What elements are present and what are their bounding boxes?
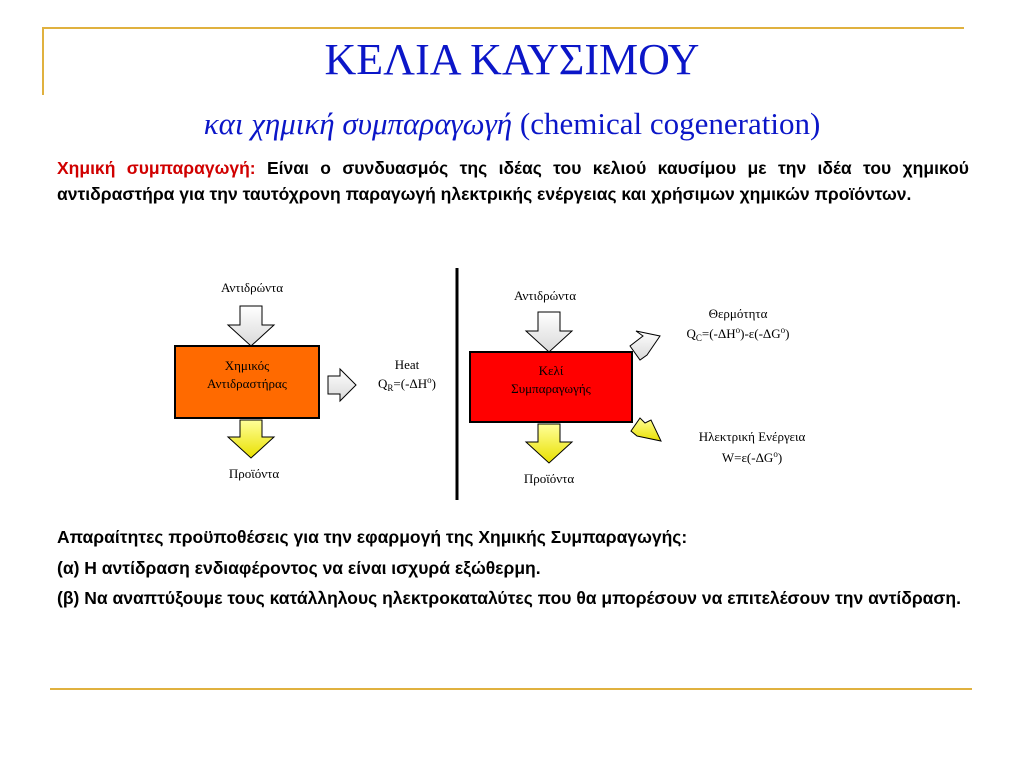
cell-heat-formula: $Q_C=(-\Delta H^o)-\varepsilon(-\Delta G^o)$ xyxy=(686,325,790,343)
requirements-section xyxy=(57,525,969,617)
cell-energy-arrow-icon xyxy=(631,418,661,441)
intro-text: Είναι ο συνδυασμός της ιδέας του κελιού καυσίμου με την ιδέα του χημικού αντιδραστήρα για την ταυτόχρονη παραγωγή ηλεκτρικής ενέργειας και χρήσιμων χημικών προϊόντων. xyxy=(57,158,969,205)
intro-lead: Χημική συμπαραγωγή: xyxy=(57,158,256,178)
energy-label: Ηλεκτρική Ενέργεια xyxy=(698,429,806,444)
bottom-border-line xyxy=(50,688,972,690)
requirement-a: (α) Η αντίδραση ενδιαφέροντος να είναι ισχυρά εξώθερμη. xyxy=(57,557,541,578)
reactor-box-line2: Αντιδραστήρας xyxy=(207,376,287,391)
right-reactants-label: Αντιδρώντα xyxy=(513,288,577,303)
slide-title: ΚΕΛΙΑ ΚΑΥΣΙΜΟΥ xyxy=(324,35,700,84)
right-products-arrow-icon xyxy=(526,424,572,463)
left-products-arrow-icon xyxy=(228,420,274,458)
cell-box-line1: Κελί xyxy=(538,363,564,378)
heat-formula-left: $Q_R=(-\Delta H^o)$ xyxy=(378,375,436,393)
subtitle-english: (chemical cogeneration) xyxy=(512,106,821,141)
left-reactants-arrow-icon xyxy=(228,306,274,346)
left-reactants-label: Αντιδρώντα xyxy=(220,280,284,295)
right-reactants-arrow-icon xyxy=(526,312,572,352)
reactor-box-line1: Χημικός xyxy=(224,358,270,373)
heat-arrow-icon xyxy=(328,369,356,401)
requirements-heading: Απαραίτητες προϋποθέσεις για την εφαρμογή της Χημικής Συμπαραγωγής: xyxy=(57,527,688,547)
heat-label: Heat xyxy=(394,357,420,372)
subtitle-greek: και χημική συμπαραγωγή xyxy=(203,106,513,141)
requirement-b: (β) Να αναπτύξουμε τους κατάλληλους ηλεκτροκαταλύτες που θα μπορέσουν να επιτελέσουν την αντίδραση. xyxy=(57,588,961,608)
cell-box-line2: Συμπαραγωγής xyxy=(511,381,591,396)
energy-formula: $W=\varepsilon(-\Delta G^o)$ xyxy=(721,449,783,465)
left-products-label: Προϊόντα xyxy=(228,466,280,481)
cell-heat-arrow-icon xyxy=(630,331,660,360)
right-products-label: Προϊόντα xyxy=(523,471,575,486)
cell-heat-label: Θερμότητα xyxy=(708,306,768,321)
